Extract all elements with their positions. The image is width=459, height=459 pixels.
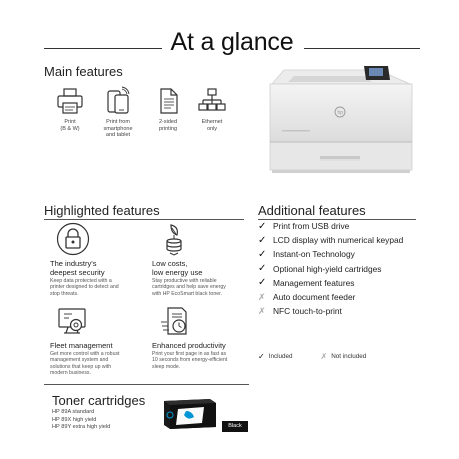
additional-feature-label: NFC touch-to-print [273,306,342,317]
highlight-desc-line: printer designed to detect and [50,284,119,291]
highlight-title-line: deepest security [50,268,105,277]
ethernet-network-icon [197,86,227,116]
toner-list [52,409,110,432]
highlight-desc-line: Get more control with a robust [50,351,120,357]
feature-print-bw [44,86,96,132]
highlight-desc-line: modern business. [50,369,91,376]
additional-feature-item [258,247,448,261]
check-icon: ✓ [258,263,267,275]
feature-label-line: Print from [106,119,130,125]
check-icon: ✓ [258,220,267,232]
additional-feature-label: LCD display with numerical keypad [273,235,404,246]
svg-text:hp: hp [337,110,344,116]
additional-feature-label: Optional high-yield cartridges [273,263,382,274]
printer-product-image [260,62,420,180]
highlight-title-line: Enhanced productivity [152,341,226,350]
highlight-desc-line: Print your first page in as fast as [152,351,227,357]
feature-label-line: only [206,125,218,132]
main-features-list [44,86,244,156]
highlighted-features-rule [44,219,244,220]
check-icon: ✓ [258,277,267,289]
stopwatch-document-icon [158,304,192,338]
additional-feature-item [258,233,448,247]
additional-features-heading: Additional features [258,203,366,218]
check-icon: ✓ [258,234,267,246]
highlight-title-line: low energy use [152,268,203,277]
highlighted-features-heading: Highlighted features [44,203,160,218]
highlight-low-cost [152,222,252,297]
highlight-title-line: Fleet management [50,341,113,350]
additional-feature-item [258,276,448,290]
toner-color-badge: Black [222,421,248,432]
check-icon: ✓ [258,352,265,361]
additional-feature-item [258,219,448,233]
coins-leaf-icon [158,222,192,256]
highlight-desc-line: solutions that keep up with [50,363,112,370]
fleet-management-icon [56,304,90,338]
title-row [44,28,420,58]
toner-line: HP 89X high yield [52,416,97,423]
highlight-productivity [152,304,252,370]
feature-ethernet [186,86,238,132]
feature-print-mobile [92,86,144,139]
additional-feature-label: Management features [273,277,355,288]
legend-included-label: Included [268,353,293,360]
additional-feature-item [258,290,448,304]
title-rule-right [304,48,420,49]
additional-feature-item [258,262,448,276]
highlight-desc-line: 10 seconds from energy-efficient [152,357,228,364]
highlight-desc-line: cartridges and help save energy [152,284,226,291]
highlight-desc-line: stop threats. [50,290,79,297]
page-title: At a glance [170,28,294,56]
printer-icon [55,86,85,116]
feature-legend [258,352,366,361]
highlight-desc-line: management system and [50,357,109,364]
toner-line: HP 89Y extra high yield [52,424,111,431]
toner-line: HP 89A standard [52,409,95,415]
highlight-desc-line: sleep mode. [152,363,181,370]
highlight-title-line: The industry's [50,259,97,268]
smartphone-icon [103,86,133,116]
feature-label-line: Ethernet [201,119,223,125]
toner-heading: Toner cartridges [52,393,146,408]
title-rule-left [44,48,162,49]
toner-cartridge-box-image [160,395,218,431]
cross-icon: ✗ [320,352,328,361]
feature-label-line: (B & W) [60,125,80,132]
feature-label-line: 2-sided [158,119,178,125]
feature-label-line: smartphone [103,125,133,132]
two-sided-page-icon [153,86,183,116]
legend-not-included-label: Not included [331,353,367,360]
feature-label-line: printing [158,125,178,132]
feature-label-line: Print [64,119,76,125]
highlight-title-line: Low costs, [152,259,188,268]
toner-rule [44,384,249,385]
additional-feature-item [258,304,448,318]
highlight-desc-line: with HP EcoSmart black toner. [152,290,222,297]
padlock-icon [56,222,90,256]
highlight-desc-line: Keep data protected with a [50,278,112,284]
cross-icon: ✗ [258,305,266,316]
additional-feature-label: Auto document feeder [273,292,356,303]
check-icon: ✓ [258,248,267,260]
highlight-fleet-management [50,304,150,376]
highlight-security [50,222,150,297]
main-features-heading: Main features [44,64,123,79]
cross-icon: ✗ [258,291,266,302]
additional-features-list [258,219,448,318]
additional-feature-label: Print from USB drive [273,221,350,232]
additional-feature-label: Instant-on Technology [273,249,355,260]
highlight-desc-line: Stay productive with reliable [152,278,217,284]
feature-label-line: and tablet [105,132,131,138]
